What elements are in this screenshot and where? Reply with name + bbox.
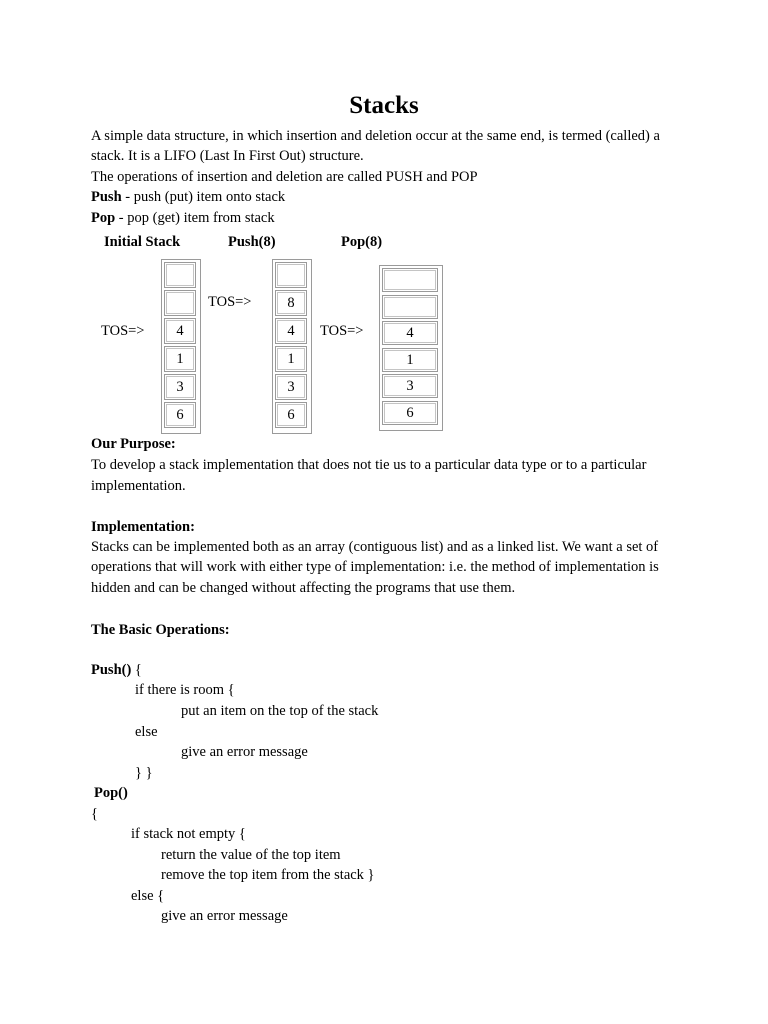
push-code-line-1: if there is room { [135, 682, 235, 698]
stack-cell-value: 3 [406, 378, 414, 394]
stack-cell-value: 1 [287, 351, 295, 367]
stack-cell [382, 374, 438, 398]
stack-cell [275, 290, 307, 316]
stack-cell [382, 401, 438, 425]
basic-ops-heading: The Basic Operations: [91, 622, 230, 638]
implementation-line-3: hidden and can be changed without affecting the programs that use them. [91, 580, 516, 596]
stack-cell [275, 402, 307, 428]
stack-cell-value: 4 [176, 323, 184, 339]
initial-stack [161, 259, 201, 434]
stack-cell-value: 8 [287, 295, 295, 311]
stack-cell-value: 6 [287, 407, 295, 423]
stack-cell [164, 318, 196, 344]
implementation-heading: Implementation: [91, 519, 195, 535]
pop-signature: Pop() [94, 785, 128, 801]
push-term: Push [91, 189, 122, 205]
push-definition [91, 187, 285, 208]
pop-code-line-6: give an error message [161, 908, 288, 924]
pop-term: Pop [91, 210, 116, 226]
purpose-line-1: To develop a stack implementation that does not tie us to a particular data type or to a particular [91, 457, 647, 473]
implementation-line-1: Stacks can be implemented both as an array (contiguous list) and as a linked list. We want a set of [91, 539, 659, 555]
purpose-line-2: implementation. [91, 478, 186, 494]
stack-cell [382, 321, 438, 345]
pop-stack [379, 265, 443, 431]
stack-cell-value: 3 [176, 379, 184, 395]
stack-cell-value: 1 [176, 351, 184, 367]
header-initial-stack: Initial Stack [104, 234, 181, 250]
header-push: Push(8) [228, 234, 276, 250]
stack-cell [164, 374, 196, 400]
pop-code-line-2: if stack not empty { [131, 826, 246, 842]
stack-cell-value: 3 [287, 379, 295, 395]
stack-cell-value: 6 [176, 407, 184, 423]
header-pop: Pop(8) [341, 234, 383, 250]
stack-cell [382, 348, 438, 372]
push-code-line-5: } } [135, 765, 153, 781]
pop-definition [91, 208, 275, 229]
pop-code-line-4: remove the top item from the stack } [161, 867, 375, 883]
tos-label-initial: TOS=> [101, 323, 145, 339]
stack-cell-value: 1 [406, 351, 414, 368]
intro-line-3: The operations of insertion and deletion are called PUSH and POP [91, 169, 478, 185]
stack-cell [164, 290, 196, 316]
push-code-line-2: put an item on the top of the stack [181, 703, 379, 719]
stack-cell [164, 402, 196, 428]
stack-cell [275, 374, 307, 400]
push-desc: - push (put) item onto stack [121, 189, 286, 205]
implementation-line-2: operations that will work with either type of implementation: i.e. the method of implementation is [91, 559, 659, 575]
stack-cell [164, 346, 196, 372]
push-stack [272, 259, 312, 434]
push-code-line-4: give an error message [181, 744, 308, 760]
pop-code-line-1: { [91, 806, 98, 822]
tos-label-push: TOS=> [208, 294, 252, 310]
intro-line-1: A simple data structure, in which insertion and deletion occur at the same end, is termed (called) a [91, 128, 660, 144]
stack-cell [275, 262, 307, 288]
intro-line-2: stack. It is a LIFO (Last In First Out) structure. [91, 148, 364, 164]
stack-cell [382, 268, 438, 292]
stack-cell [275, 346, 307, 372]
pop-code-line-3: return the value of the top item [161, 847, 341, 863]
push-code-line-3: else [135, 724, 158, 740]
stack-cell-value: 6 [406, 404, 414, 421]
stack-cell [164, 262, 196, 288]
stack-cell [382, 295, 438, 319]
pop-desc: - pop (get) item from stack [115, 210, 275, 226]
stack-cell-value: 4 [406, 325, 414, 341]
pop-code-line-5: else { [131, 888, 165, 904]
push-signature: Push() { [91, 662, 142, 678]
stack-cell-value: 4 [287, 323, 295, 339]
purpose-heading: Our Purpose: [91, 436, 176, 452]
page-title: Stacks [349, 92, 419, 119]
tos-label-pop: TOS=> [320, 323, 364, 339]
stack-cell [275, 318, 307, 344]
